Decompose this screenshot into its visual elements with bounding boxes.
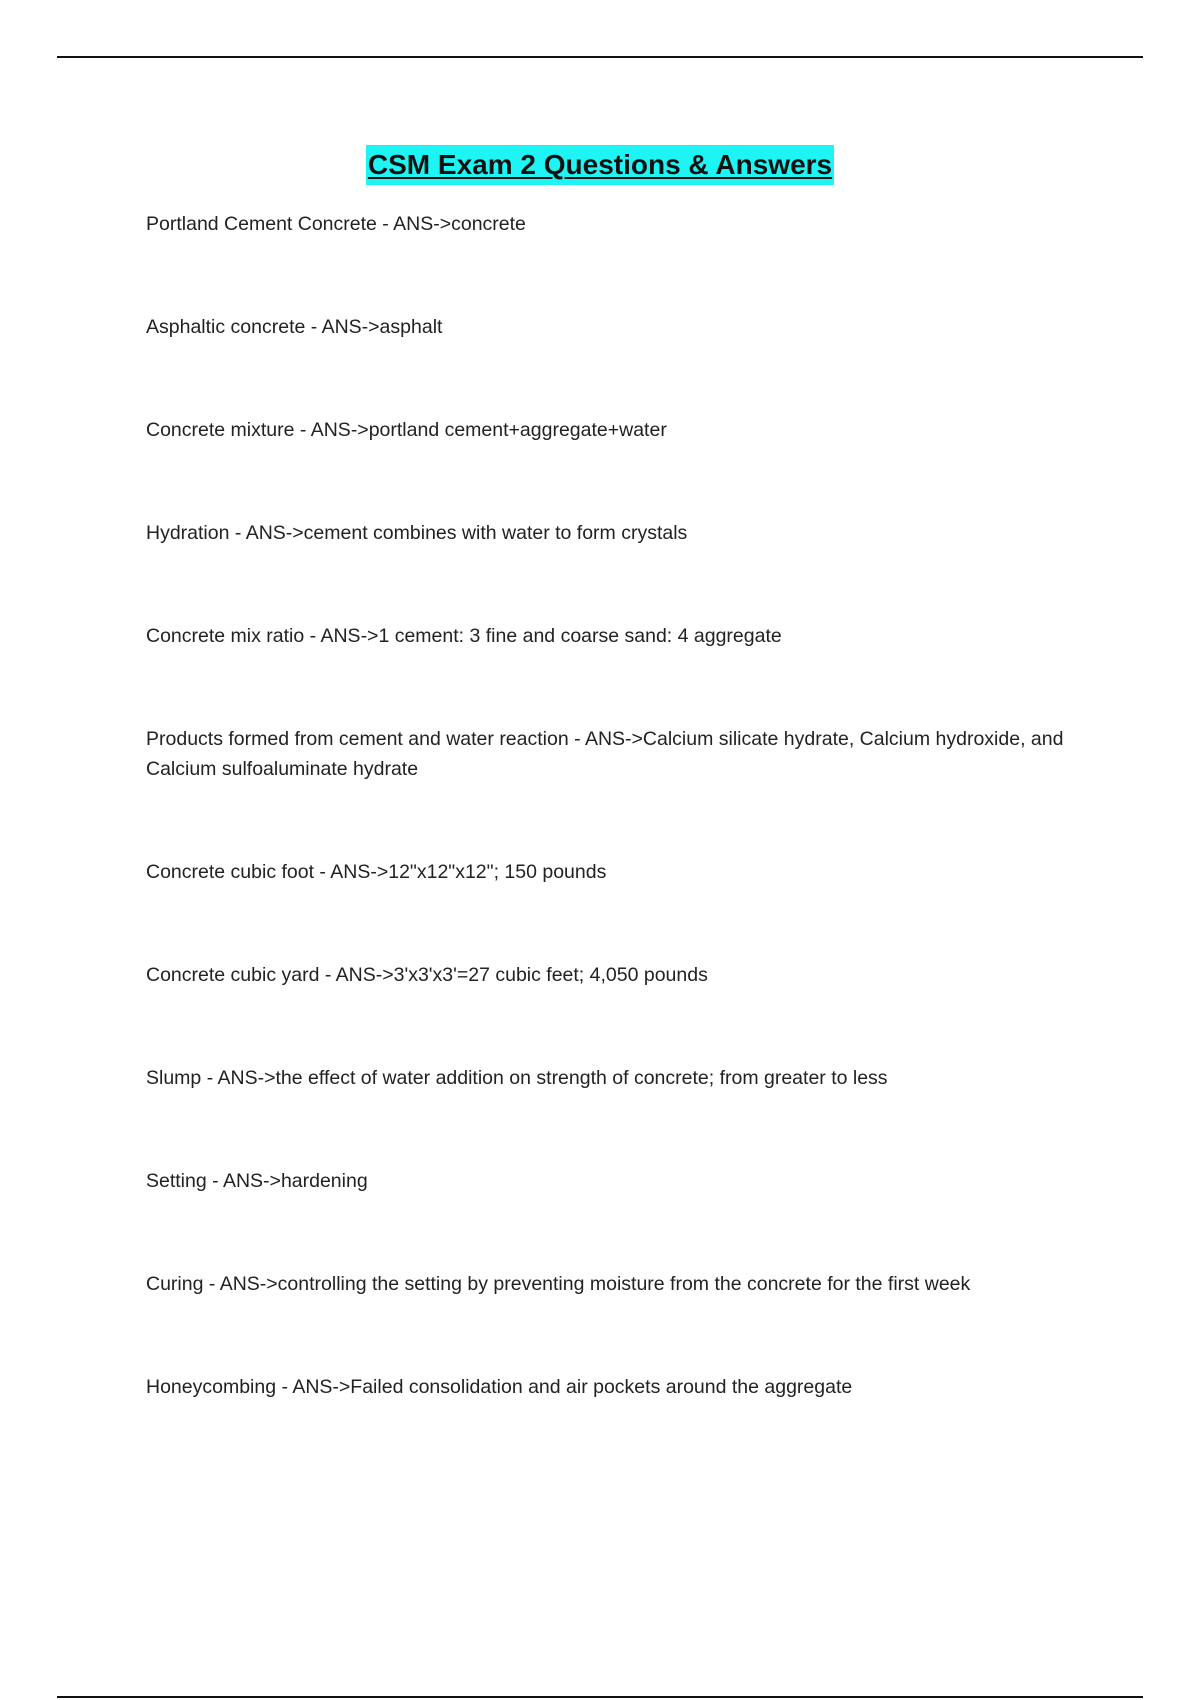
qa-item: Slump - ANS->the effect of water addition on strength of concrete; from greater to less: [146, 1067, 888, 1089]
qa-item: Portland Cement Concrete - ANS->concrete: [146, 213, 526, 235]
qa-item: Asphaltic concrete - ANS->asphalt: [146, 316, 443, 338]
qa-item: Concrete cubic foot - ANS->12"x12"x12"; 150 pounds: [146, 861, 607, 883]
qa-item: Curing - ANS->controlling the setting by preventing moisture from the concrete for the first week: [146, 1273, 971, 1295]
qa-item: Honeycombing - ANS->Failed consolidation and air pockets around the aggregate: [146, 1376, 853, 1398]
qa-item: Concrete mix ratio - ANS->1 cement: 3 fine and coarse sand: 4 aggregate: [146, 625, 782, 647]
qa-item: Concrete cubic yard - ANS->3'x3'x3'=27 cubic feet; 4,050 pounds: [146, 964, 708, 986]
title-container: [0, 145, 1200, 185]
document-title: CSM Exam 2 Questions & Answers: [366, 145, 834, 185]
qa-item: Products formed from cement and water reaction - ANS->Calcium silicate hydrate, Calcium hydroxide, and Calcium sulfoaluminate hydrate: [146, 728, 1064, 780]
qa-item: Hydration - ANS->cement combines with water to form crystals: [146, 522, 688, 544]
qa-item: Concrete mixture - ANS->portland cement+aggregate+water: [146, 419, 667, 441]
qa-item: Setting - ANS->hardening: [146, 1170, 368, 1192]
bottom-rule: [57, 1696, 1143, 1698]
top-rule: [57, 56, 1143, 58]
